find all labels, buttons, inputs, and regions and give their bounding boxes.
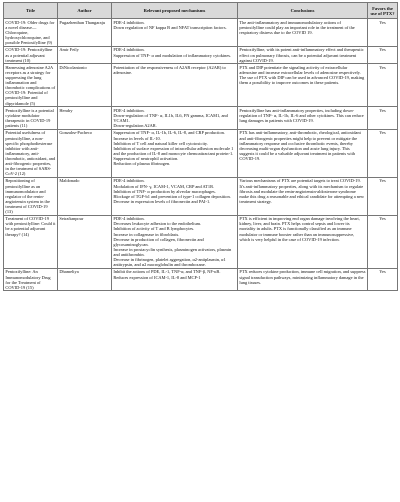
cell-title: Potential usefulness of pentoxifylline, a non-specific phosphodiesterase inhibitor with anti-inflammatory, anti-thrombotic, antioxidant, and anti-fibrogenic properties, in the treatment of SARS-CoV-2 (12) (4, 129, 58, 177)
mechanism-line: PDE-4 inhibition. (113, 216, 145, 222)
cell-favors: Yes (368, 177, 398, 215)
cell-favors: Yes (368, 46, 398, 63)
mechanism-line: Inhibition of surface expression of intracellular adhesion molecule 1 and the production of IL-8 and monocyte chemoattractant protein-1. (113, 145, 234, 156)
mechanism-line: Decrease in fibrinogen, platelet aggregation, α2-antiplasmin, α1 antitrypsin, and α2 macroglobulin and thromboxane. (113, 257, 226, 268)
header-conclusions: Conclusions (238, 3, 368, 19)
cell-conclusions: PTX reduces cytokine production, immune cell migration, and suppress signal transduction pathways, minimizing inflammatory damage in the lung tissues. (238, 268, 368, 291)
mechanism-line: PDE-4 inhibition. (113, 178, 145, 184)
mechanism-line: Suppression of TNF- α, IL-1b, IL-6, IL-8, and CRP production. (113, 130, 225, 136)
cell-author: Hendry (58, 107, 112, 130)
mechanism-line: Decreases leukocyte adhesion to the endothelium. (113, 221, 202, 227)
header-mechanisms: Relevant proposed mechanisms (112, 3, 238, 19)
header-author: Author (58, 3, 112, 19)
cell-mechanisms (112, 46, 238, 63)
mechanism-line: PDE-4 inhibition. (113, 47, 145, 53)
cell-favors: Yes (368, 268, 398, 291)
cell-favors: Yes (368, 129, 398, 177)
cell-conclusions: The anti-inflammatory and immunomodulatory actions of pentoxifylline could play an important role in the treatment of the respiratory distress due to the COVID 19. (238, 19, 368, 47)
mechanism-line: Decrease in expression levels of fibronectin and PAI-1. (113, 198, 211, 204)
cell-author: Pugazhenthan Thangaraju (58, 19, 112, 47)
mechanism-line: Increase in prostacyclin synthesis, plasminogen activators, plasmin and antithrombin. (113, 246, 232, 257)
cell-favors: Yes (368, 19, 398, 47)
cell-mechanisms (112, 64, 238, 107)
cell-author: Dhameliya (58, 268, 112, 291)
cell-conclusions: Pentoxifylline has anti-inflammatory properties, including down-regulation of TNF- α, IL-1b, IL-6 and other cytokines. This can reduce lung damages in patients with COVID-19. (238, 107, 368, 130)
mechanism-line: PDE-4 inhibition. (113, 19, 145, 25)
mechanism-line: Reduces expression of ICAM-1, IL-8 and MCP-1 (113, 274, 201, 280)
cell-title: Harnessing adenosine A2A receptors as a strategy for suppressing the lung inflammation and thrombotic complications of COVID-19: Potential of pentoxifylline and dipyridamole (5) (4, 64, 58, 107)
mechanism-line: Suppression of TNF- α and modulation of inflammatory cytokines. (113, 52, 232, 58)
cell-mechanisms (112, 19, 238, 47)
cell-title: Treatment of COVID-19 with pentoxifylline: Could it be a potential adjuvant therapy? (14) (4, 215, 58, 268)
table-row (4, 268, 398, 291)
cell-mechanisms (112, 129, 238, 177)
table-row (4, 215, 398, 268)
cell-conclusions: PTX and DIP potentiate the signaling activity of extracellular adenosine and increase extracellular levels of adenosine respectively. The use of PTX with DIP can be used in advanced COVID-19, making them a possibility to improve outcomes in these patients. (238, 64, 368, 107)
mechanism-line: Inhibition of TNF- α production by alveolar macrophages. (113, 188, 216, 194)
table-row (4, 46, 398, 63)
mechanism-line: Inhibit the actions of PDE, IL-1, TNF-α, and TNF-β, NF-κB. (113, 269, 221, 275)
table-row (4, 177, 398, 215)
mechanism-line: Modulation of IFN- γ, ICAM-1, VCAM, CRP and AT1R. (113, 183, 215, 189)
mechanism-line: Inhibition of T cell and natural killer cell cytotoxicity. (113, 140, 208, 146)
mechanism-line: Down-regulation A2AR. (113, 123, 157, 129)
mechanism-line: Increase in levels of IL-10. (113, 135, 161, 141)
cell-title: COVID-19: Older drugs for a novel disease—Chloroquine, hydroxychloroquine, and possible Pentoxifylline (9) (4, 19, 58, 47)
table-row (4, 19, 398, 47)
cell-mechanisms (112, 177, 238, 215)
cell-title: COVID-19: Pentoxifylline as a potential adjuvant treatment (10) (4, 46, 58, 63)
mechanism-line: Potentiation of the responsiveness of A2AR receptor (A2AR) to adenosine. (113, 64, 226, 75)
cell-favors: Yes (368, 215, 398, 268)
header-title: Title (4, 3, 58, 19)
header-favors: Favors the use of PTX? (368, 3, 398, 19)
mechanism-line: Down-regulation of TNF- α, IL1b, IL6, FN gamma, ICAM1, and VCAM1. (113, 112, 228, 124)
cell-mechanisms (112, 215, 238, 268)
cell-mechanisms (112, 107, 238, 130)
cell-author: Seirafianpour (58, 215, 112, 268)
table-row (4, 129, 398, 177)
cell-conclusions: PTX is efficient in improving end organ damage involving the heart, kidney, liver, and brain. PTX helps control sepsis and lower its mortality in adults. PTX is functionally classified as an immune modulator or immune booster rather than an immunosuppressive, which is very helpful in the case of COVID-19 infection. (238, 215, 368, 268)
cell-title: Pentoxifylline is a potential cytokine modulator therapeutic in COVID-19 patients (11) (4, 107, 58, 130)
cell-author: Gonzalez-Pacheco (58, 129, 112, 177)
mechanism-line: Suppression of neutrophil activation. (113, 155, 179, 161)
mechanism-line: Down regulation of NF kappa B and NFAT transcription factors. (113, 24, 227, 30)
mechanism-line: Decrease in production of collagen, fibronectin and glycosaminoglycan. (113, 236, 204, 247)
cell-author: DiNicolantonio (58, 64, 112, 107)
cell-conclusions: PTX has anti-inflammatory, anti-thrombotic, rheological, antioxidant and anti-fibrogenic properties might help to prevent or mitigate the inflammatory response and occlusive thrombotic events, thereby decreasing multi-organ dysfunction and acute lung injury. This suggests it could be a valuable adjuvant treatment in patients with COVID-19. (238, 129, 368, 177)
cell-author: Amir Feily (58, 46, 112, 63)
header-row (4, 3, 398, 19)
mechanism-line: PDE-4 inhibition. (113, 107, 145, 113)
cell-favors: Yes (368, 64, 398, 107)
cell-conclusions: Pentoxifylline, with its potent anti-inflammatory effect and therapeutic effect on pulmonary fibrosis, can be a potential adjuvant treatment against COVID-19. (238, 46, 368, 63)
mechanism-line: Inhibition of activity of T and B lymphocytes. (113, 226, 195, 232)
mechanism-line: Reduction of plasma fibrinogen. (113, 160, 171, 166)
mechanism-line: Increase in collagenase in fibroblasts. (113, 231, 180, 237)
table-row (4, 64, 398, 107)
table-row (4, 107, 398, 130)
cell-title: Repositioning of pentoxifylline as an immunomodulator and regulator of the renin-angiotensin system in the treatment of COVID-19 (13) (4, 177, 58, 215)
literature-table (3, 2, 398, 291)
mechanism-line: Blockage of TGF-b1 and prevention of type-1 collagen deposition. (113, 193, 231, 199)
cell-favors: Yes (368, 107, 398, 130)
cell-mechanisms (112, 268, 238, 291)
cell-author: Maldonado (58, 177, 112, 215)
cell-title: Pentoxifylline: An Immunomodulatory Drug for the Treatment of COVID-19 (15) (4, 268, 58, 291)
cell-conclusions: Various mechanisms of PTX are potential targets to treat COVID-19. It's anti-inflammatory properties, along with its mechanism to regulate fibrosis and modulate the renin-angiotensin-aldosterone syndrome make this drug a reasonable and ethical candidate for attempting a new treatment strategy. (238, 177, 368, 215)
